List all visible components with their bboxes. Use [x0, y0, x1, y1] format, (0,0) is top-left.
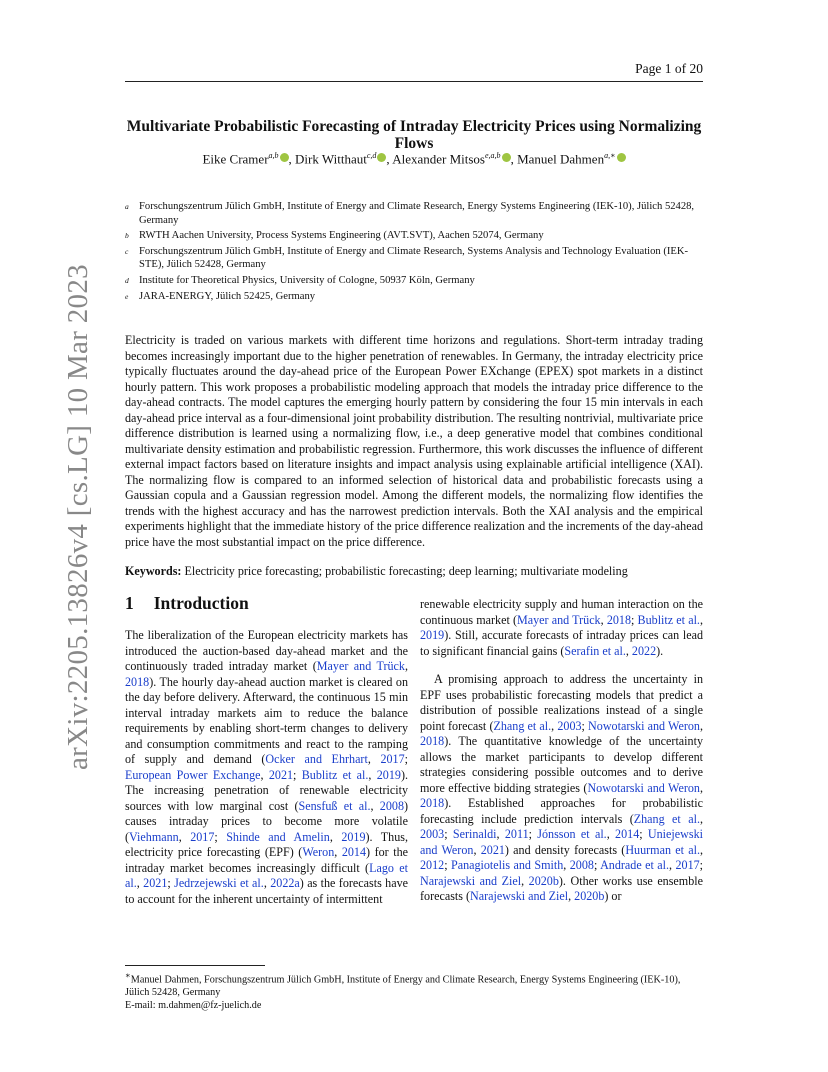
citation-link[interactable]: 2008 [569, 858, 594, 872]
body-text: ; [593, 858, 601, 872]
body-text: , [473, 842, 481, 857]
body-text: ). The increasing penetration of renewable electricity sources with low marginal cost ( [125, 767, 408, 813]
body-text: , [521, 873, 529, 888]
page-number: Page 1 of 20 [635, 61, 703, 76]
citation-link[interactable]: European Power Exchange [125, 767, 261, 782]
citation-link[interactable]: 2021 [480, 842, 505, 857]
footnote-rule [125, 965, 265, 966]
body-text: , [178, 829, 191, 844]
affiliation-text: JARA-ENERGY, Jülich 52425, Germany [139, 290, 316, 302]
body-text: , [699, 780, 704, 795]
citation-link[interactable]: Mayer and Trück [517, 612, 601, 627]
body-text: The liberalization of the European electricity markets has introduced the auction-based day-ahead market and the continuously traded intraday market ( [125, 628, 408, 673]
body-text: ; [639, 827, 648, 841]
citation-link[interactable]: Zhang et al. [633, 811, 700, 826]
body-text: , [551, 718, 558, 733]
body-text: ) causes intraday prices to become more volatile ( [125, 798, 409, 844]
body-text: , [370, 798, 380, 813]
body-text: , [260, 767, 269, 782]
affiliation-mark: c [125, 246, 129, 256]
body-text: ; [581, 718, 589, 733]
author-affil-marks: e,a,b [485, 151, 501, 160]
author-list: Eike Cramer$^{a,b}$ , Dirk Witthaut$^{c,d}$ , Alexander Mitsos$^{e,a,b}$ , Manuel Dahmen$^{a,∗}$ [125, 151, 703, 167]
body-text: , [404, 659, 408, 673]
citation-link[interactable]: 2017 [380, 752, 405, 766]
keywords-label: Keywords: [125, 564, 182, 578]
author-affil-marks: c,d [366, 151, 377, 160]
citation-link[interactable]: 2003 [420, 827, 445, 841]
citation-link[interactable]: Lago et al. [125, 860, 408, 890]
citation-link[interactable]: Ocker and Ehrhart [265, 752, 368, 766]
citation-link[interactable]: Uniejewski and Weron [420, 827, 703, 857]
citation-link[interactable]: 2014 [615, 827, 640, 841]
body-text: ). Other works use ensemble forecasts ( [420, 873, 703, 903]
right-column [420, 597, 703, 905]
citation-link[interactable]: Huurman et al. [625, 842, 700, 857]
intro-paragraph-1-continued [420, 597, 703, 659]
body-text: ; [293, 767, 302, 782]
author-name[interactable]: Alexander Mitsos [392, 151, 485, 167]
body-text: ) and density forecasts ( [504, 842, 626, 857]
arxiv-identifier-text: arXiv:2205.13826v4 [cs.LG] 10 Mar 2023 [62, 264, 94, 770]
affiliation-text: Institute for Theoretical Physics, University of Cologne, 50937 Köln, Germany [139, 274, 475, 286]
affiliation-mark: a [125, 202, 129, 211]
body-text: ; [444, 827, 453, 841]
body-text: ). The hourly day-ahead auction market is cleared on the day before delivery. Afterward, the continuous 15 min interval intraday markets aim to reduce the balance requirements by enabling short-term changes to delivery and consumption commitments and react to the ramping of supply and demand ( [125, 674, 408, 766]
citation-link[interactable]: Narajewski and Ziel [470, 889, 569, 903]
body-text: ) or [604, 889, 622, 903]
affiliation-item [125, 245, 703, 272]
section-heading [125, 593, 408, 614]
body-text: , [600, 612, 607, 627]
citation-link[interactable]: 2018 [125, 674, 150, 689]
author-name[interactable]: Dirk Witthaut [295, 151, 367, 167]
citation-link[interactable]: Nowotarski and Weron [587, 780, 700, 795]
body-text: , [669, 858, 676, 872]
orcid-icon[interactable] [377, 153, 386, 162]
body-text: A promising approach to address the uncertainty in EPF uses probabilistic forecasting models that predict a distribution of possible realizations instead of a single point forecast ( [420, 672, 703, 733]
citation-link[interactable]: Serinaldi [452, 827, 497, 841]
paper-title: Multivariate Probabilistic Forecasting of Intraday Electricity Prices using Normalizing Flows [126, 118, 702, 152]
citation-link[interactable]: Mayer and Trück [316, 659, 405, 673]
citation-link[interactable]: Serafin et al. [564, 643, 626, 658]
body-text: ; [699, 858, 704, 872]
citation-link[interactable]: Jónsson et al. [537, 827, 607, 841]
citation-link[interactable]: Bublitz et al. [301, 767, 369, 782]
header-rule [125, 81, 703, 82]
orcid-icon[interactable] [280, 153, 289, 162]
citation-link[interactable]: 2012 [420, 858, 445, 872]
section-number: 1 [125, 593, 134, 613]
author-name[interactable]: Eike Cramer [202, 151, 269, 167]
citation-link[interactable]: 2022a [270, 876, 300, 890]
citation-link[interactable]: Sensfuß et al. [298, 798, 371, 813]
keywords [125, 564, 703, 579]
body-text: , [606, 827, 616, 841]
left-column [125, 593, 408, 907]
citation-link[interactable]: 2020b [574, 889, 605, 903]
body-text: , [329, 829, 342, 844]
citation-link[interactable]: Bublitz et al. [637, 612, 700, 627]
body-text: ). The quantitative knowledge of the uncertainty allows the market participants to develop different strategies considering possible outcomes and to derive more effective bidding strategies ( [420, 734, 703, 795]
affiliation-mark: b [125, 231, 129, 241]
citation-link[interactable]: 2003 [557, 718, 582, 733]
citation-link[interactable]: 2021 [143, 876, 168, 890]
body-text: , [136, 876, 144, 890]
citation-link[interactable]: Narajewski and Ziel [420, 873, 522, 888]
orcid-icon[interactable] [617, 153, 626, 162]
body-text: ). Thus, electricity price forecasting (EPF) ( [125, 829, 409, 859]
arxiv-identifier [62, 264, 102, 770]
keywords-text: Electricity price forecasting; probabilistic forecasting; deep learning; multivariate modeling [184, 564, 628, 578]
citation-link[interactable]: Shinde and Amelin [226, 829, 330, 844]
body-text: ; [528, 827, 538, 841]
body-text: ; [444, 858, 451, 872]
citation-link[interactable]: Panagiotelis and Smith [450, 858, 564, 872]
citation-link[interactable]: 2014 [341, 845, 367, 859]
body-text: , [568, 889, 575, 903]
author-affil-marks: a,b [268, 151, 279, 160]
affiliation-item [125, 290, 703, 304]
citation-link[interactable]: 2008 [379, 798, 404, 813]
citation-link[interactable]: 2019 [420, 628, 445, 642]
affiliation-item [125, 274, 703, 288]
citation-link[interactable]: Zhang et al. [493, 718, 552, 733]
citation-link[interactable]: 2022 [631, 643, 657, 658]
affiliation-mark: e [125, 291, 129, 301]
author-name[interactable]: Manuel Dahmen [517, 151, 605, 167]
citation-link[interactable]: 2019 [341, 829, 366, 844]
author-affil-marks: a,∗ [604, 151, 616, 160]
citation-link[interactable]: 2018 [420, 796, 445, 810]
body-text: ; [214, 829, 227, 844]
body-text: ) as the forecasts have to account for the inherent uncertainty of intermittent [125, 876, 408, 906]
footnote [125, 969, 703, 1012]
body-text: , [699, 842, 704, 857]
orcid-icon[interactable] [502, 153, 511, 162]
footnote-email[interactable]: E-mail: m.dahmen@fz-juelich.de [125, 1000, 262, 1012]
affiliation-list [125, 200, 703, 305]
body-text: , [496, 827, 505, 841]
body-text: ). Established approaches for probabilistic forecasting include prediction intervals ( [420, 796, 703, 826]
body-text: , [334, 845, 342, 859]
citation-link[interactable]: 2011 [504, 827, 529, 841]
citation-link[interactable]: 2018 [606, 612, 631, 627]
citation-link[interactable]: Weron [302, 845, 335, 859]
affiliation-mark: d [125, 275, 129, 285]
citation-link[interactable]: Jedrzejewski et al. [174, 876, 264, 890]
citation-link[interactable]: 2020b [528, 873, 559, 888]
citation-link[interactable]: 2017 [190, 829, 215, 844]
section-title: Introduction [153, 593, 249, 613]
body-text: ). Still, accurate forecasts of intraday prices can lead to significant financial gains ( [420, 628, 703, 658]
footnote-author [125, 969, 703, 999]
affiliation-text: RWTH Aachen University, Process Systems Engineering (AVT.SVT), Aachen 52074, Germany [139, 230, 544, 242]
intro-paragraph-2 [420, 672, 703, 905]
affiliation-text: Forschungszentrum Jülich GmbH, Institute of Energy and Climate Research, Energy Systems Engineering (IEK-10), Jülich 52428, Germany [139, 201, 695, 226]
affiliation-text: Forschungszentrum Jülich GmbH, Institute of Energy and Climate Research, Systems Analysis and Technology Evaluation (IEK-STE), Jülich 52428, Germany [139, 245, 689, 271]
body-text: , [367, 752, 381, 766]
footnote-text: Manuel Dahmen, Forschungszentrum Jülich GmbH, Institute of Energy and Climate Research, Energy Systems Engineering (IEK-10), Jülich 52428, Germany [125, 974, 681, 999]
body-text: , [625, 643, 632, 658]
body-text: ; [167, 876, 175, 890]
body-text: ). [656, 643, 664, 658]
footnote-mark: ∗ [125, 970, 131, 980]
body-text: , [263, 876, 271, 890]
body-text: ) for the intraday market becomes increasingly difficult ( [125, 845, 408, 875]
body-text: , [699, 718, 703, 733]
citation-link[interactable]: 2017 [675, 858, 700, 872]
abstract: Electricity is traded on various markets with different time horizons and regulations. Short-term intraday trading becomes increasingly important due to the higher penetration of renewables. In Germany, the intraday electricity price typically fluctuates around the day-ahead price of the European Power EXchange (EPEX) spot markets in a distinct hourly pattern. This work proposes a probabilistic modeling approach that models the intraday price difference to the day-ahead contracts. The model captures the emerging hourly pattern by considering the four 15 min intervals in each day-ahead price interval as a four-dimensional joint probability distribution. The resulting nontrivial, multivariate price difference distribution is learned using a normalizing flow, i.e., a deep generative model that combines conditional multivariate density estimation and probabilistic regression. Furthermore, this work discusses the influence of different external impact factors based on literature insights and impact analysis using explainable artificial intelligence (XAI). The normalizing flow is compared to an informed selection of historical data and probabilistic forecasts using a Gaussian copula and a Gaussian regression model. Among the different models, the normalizing flow identifies the trends with the highest accuracy and has the narrowest prediction intervals. Both the XAI analysis and the empirical experiments highlight that the immediate history of the price difference realization and the increments of the day-ahead price have the most substantial impact on the price difference. [125, 333, 703, 549]
citation-link[interactable]: Nowotarski and Weron [588, 718, 700, 733]
citation-link[interactable]: 2018 [420, 734, 445, 748]
affiliation-item [125, 229, 703, 243]
body-text: , [699, 811, 703, 826]
intro-paragraph-1 [125, 628, 408, 907]
body-text: ; [404, 752, 408, 766]
body-text: , [563, 858, 570, 872]
body-text: ; [631, 612, 638, 627]
body-text: , [699, 612, 703, 627]
citation-link[interactable]: Viehmann [129, 829, 179, 844]
body-text: , [368, 767, 377, 782]
affiliation-item [125, 200, 703, 227]
citation-link[interactable]: 2019 [376, 767, 401, 782]
body-text: renewable electricity supply and human interaction on the continuous market ( [420, 597, 703, 627]
citation-link[interactable]: 2021 [268, 767, 294, 782]
citation-link[interactable]: Andrade et al. [600, 858, 670, 872]
